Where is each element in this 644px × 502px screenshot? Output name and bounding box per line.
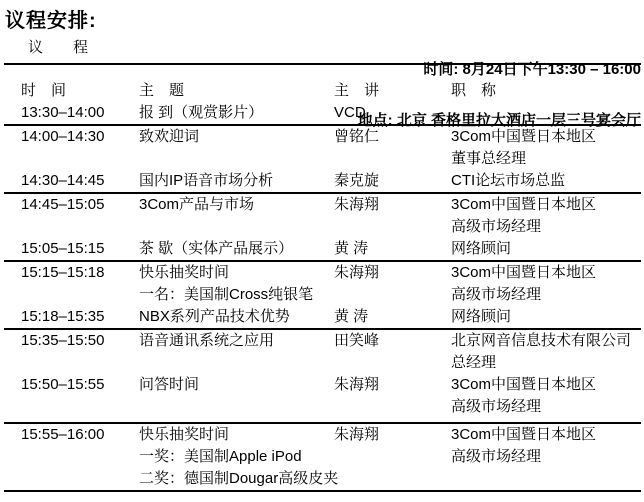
- meeting-location: 地点: 北京 香格里拉大酒店一层三号宴会厅: [357, 112, 641, 129]
- table-row: [21, 424, 641, 490]
- cell-topic-line: 二奖：德国制Dougar高级皮夹: [139, 470, 339, 487]
- cell-speaker: [334, 102, 451, 124]
- table-header-row: [21, 80, 641, 102]
- cell-topic: [139, 238, 334, 260]
- cell-title-line: 总经理: [451, 354, 497, 371]
- cell-topic-line: 报 到（观赏影片）: [139, 104, 264, 121]
- cell-topic: [139, 330, 334, 352]
- cell-topic-line: NBX系列产品技术优势: [139, 308, 290, 325]
- cell-speaker: [334, 126, 451, 148]
- cell-time: [21, 374, 139, 396]
- cell-topic-line: 快乐抽奖时间: [139, 264, 230, 281]
- cell-title: [451, 170, 641, 192]
- cell-topic-line: 快乐抽奖时间: [139, 426, 230, 443]
- page-title: 议程安排:: [5, 10, 97, 32]
- column-header-time: [21, 80, 139, 102]
- table-block: [4, 124, 641, 192]
- cell-title-line: 网络顾问: [451, 308, 512, 325]
- cell-speaker-line: 秦克旋: [334, 172, 380, 189]
- cell-title: [451, 374, 641, 418]
- cell-topic: [139, 424, 339, 490]
- cell-time: [21, 170, 139, 192]
- cell-title-line: 高级市场经理: [451, 218, 542, 235]
- table-block: [4, 192, 641, 260]
- cell-topic-line: 语音通讯系统之应用: [139, 332, 275, 349]
- cell-time-line: 15:55–16:00: [21, 426, 105, 443]
- cell-title: [451, 424, 641, 468]
- cell-title: [451, 194, 641, 238]
- cell-speaker-line: 黄 涛: [334, 308, 369, 325]
- column-header-speaker: [334, 80, 451, 102]
- cell-speaker-line: 朱海翔: [334, 264, 380, 281]
- column-header-topic: [139, 80, 334, 102]
- cell-topic: [139, 306, 334, 328]
- meeting-time: 时间: 8月24日下午13:30 – 16:00: [423, 61, 641, 78]
- column-header-speaker-line: 主 讲: [334, 82, 380, 99]
- cell-time-line: 14:45–15:05: [21, 196, 105, 213]
- cell-speaker-line: 曾铭仁: [334, 128, 380, 145]
- cell-speaker-line: VCD: [334, 104, 366, 121]
- cell-time-line: 15:18–15:35: [21, 308, 105, 325]
- cell-speaker-line: 朱海翔: [334, 196, 380, 213]
- column-header-title-line: 职 称: [451, 82, 497, 99]
- cell-topic: [139, 194, 334, 216]
- cell-title-line: 高级市场经理: [451, 286, 542, 303]
- cell-title-line: 3Com中国暨日本地区: [451, 376, 597, 393]
- cell-topic-line: 问答时间: [139, 376, 200, 393]
- cell-title-line: 北京网音信息技术有限公司: [451, 332, 632, 349]
- cell-speaker-line: 朱海翔: [334, 426, 380, 443]
- cell-title-line: 3Com中国暨日本地区: [451, 128, 597, 145]
- table-row: [21, 306, 641, 328]
- cell-speaker-line: 田笑峰: [334, 332, 380, 349]
- cell-title: [451, 330, 641, 374]
- table-block: [4, 63, 641, 124]
- cell-time: [21, 238, 139, 260]
- agenda-table: [4, 63, 641, 492]
- cell-title: [451, 126, 641, 170]
- cell-topic: [139, 374, 334, 396]
- cell-speaker: [334, 374, 451, 396]
- cell-title-line: 高级市场经理: [451, 448, 542, 465]
- cell-topic: [139, 126, 334, 148]
- cell-topic-line: 一奖：美国制Apple iPod: [139, 448, 302, 465]
- cell-time-line: 15:35–15:50: [21, 332, 105, 349]
- cell-topic-line: 茶 歇（实体产品展示）: [139, 240, 294, 257]
- cell-title-line: 高级市场经理: [451, 398, 542, 415]
- cell-time-line: 14:00–14:30: [21, 128, 105, 145]
- cell-speaker: [334, 306, 451, 328]
- cell-title: [451, 238, 641, 260]
- table-block: [4, 328, 641, 422]
- cell-topic: [139, 170, 334, 192]
- cell-title-line: 网络顾问: [451, 240, 512, 257]
- table-row: [21, 330, 641, 374]
- cell-title-line: 董事总经理: [451, 150, 527, 167]
- cell-topic-line: 致欢迎词: [139, 128, 200, 145]
- cell-time-line: 15:05–15:15: [21, 240, 105, 257]
- table-row: [21, 374, 641, 418]
- cell-time: [21, 424, 139, 446]
- cell-title-line: 3Com中国暨日本地区: [451, 264, 597, 281]
- table-row: [21, 170, 641, 192]
- cell-time-line: 14:30–14:45: [21, 172, 105, 189]
- cell-title: [451, 306, 641, 328]
- table-row: [21, 102, 641, 124]
- agenda-label: 议 程: [28, 39, 89, 56]
- table-row: [21, 194, 641, 238]
- cell-speaker-line: 黄 涛: [334, 240, 369, 257]
- cell-speaker: [334, 238, 451, 260]
- cell-speaker-line: 朱海翔: [334, 376, 380, 393]
- cell-speaker: [334, 424, 451, 446]
- cell-time-line: 13:30–14:00: [21, 104, 105, 121]
- cell-time-line: 15:50–15:55: [21, 376, 105, 393]
- column-header-topic-line: 主 题: [139, 82, 185, 99]
- table-row: [21, 126, 641, 170]
- cell-topic: [139, 262, 334, 306]
- column-header-title: [451, 80, 641, 102]
- cell-title: [451, 262, 641, 306]
- table-row: [21, 238, 641, 260]
- cell-time: [21, 102, 139, 124]
- cell-time: [21, 194, 139, 216]
- cell-speaker: [334, 262, 451, 284]
- cell-speaker: [334, 194, 451, 216]
- cell-topic-line: 3Com产品与市场: [139, 196, 255, 213]
- cell-topic-line: 一名：美国制Cross纯银笔: [139, 286, 314, 303]
- cell-speaker: [334, 170, 451, 192]
- cell-title-line: 3Com中国暨日本地区: [451, 426, 597, 443]
- cell-topic-line: 国内IP语音市场分析: [139, 172, 274, 189]
- cell-time: [21, 330, 139, 352]
- cell-topic: [139, 102, 334, 124]
- cell-title-line: 3Com中国暨日本地区: [451, 196, 597, 213]
- cell-speaker: [334, 330, 451, 352]
- table-block: [4, 260, 641, 328]
- table-block: [4, 422, 641, 490]
- table-row: [21, 262, 641, 306]
- cell-title-line: CTI论坛市场总监: [451, 172, 566, 189]
- cell-time: [21, 306, 139, 328]
- cell-time: [21, 262, 139, 284]
- cell-time-line: 15:15–15:18: [21, 264, 105, 281]
- column-header-time-line: 时 间: [21, 82, 67, 99]
- cell-time: [21, 126, 139, 148]
